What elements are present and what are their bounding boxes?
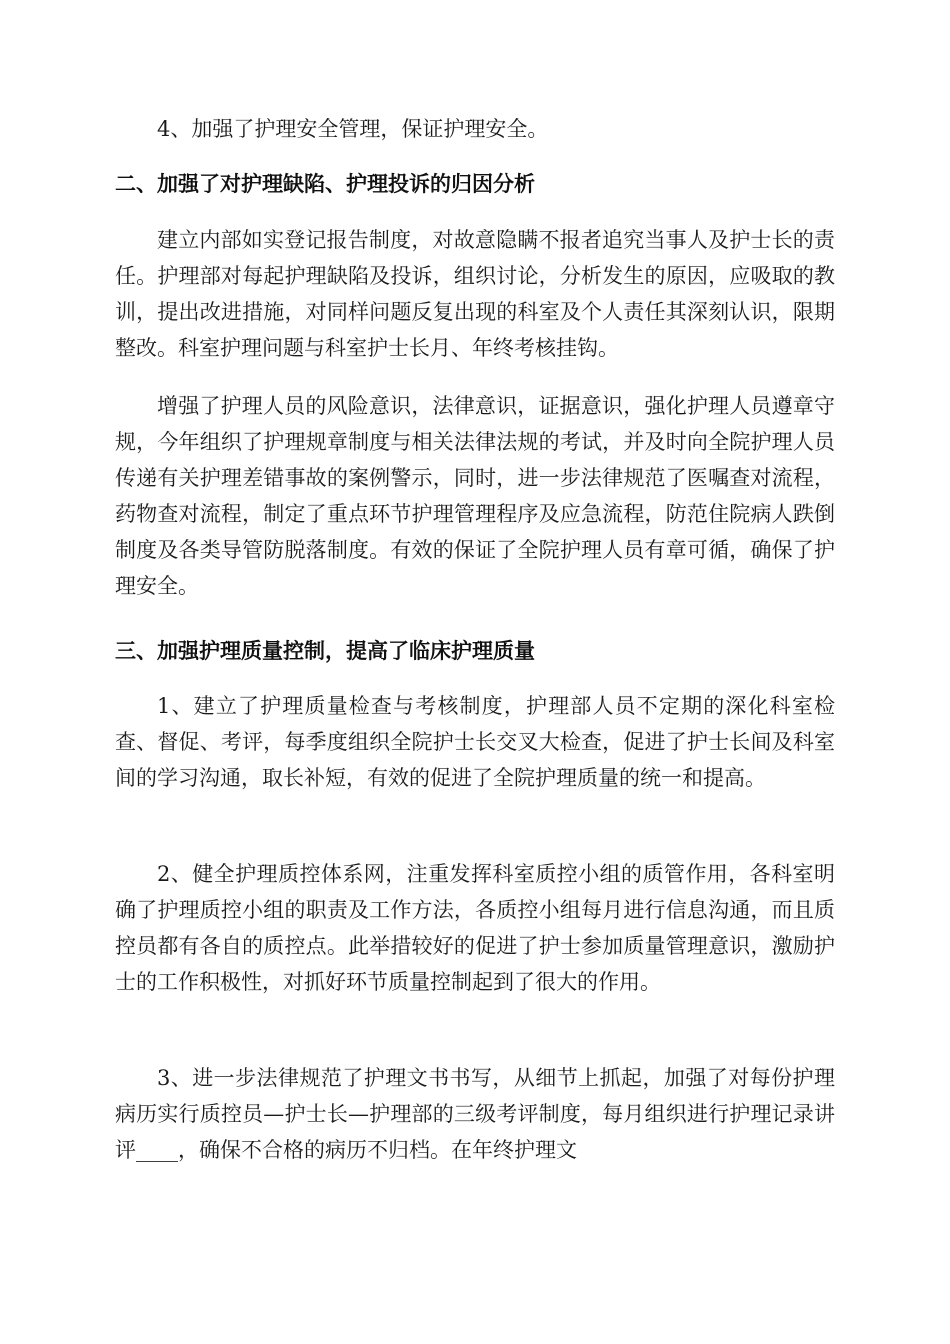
paragraph-quality-control-network: 2、健全护理质控体系网，注重发挥科室质控小组的质管作用，各科室明确了护理质控小组的职责及工作方法，各质控小组每月进行信息沟通，而且质控员都有各自的质控点。此举措较好的促进了护士参加质量管理意识，激励护士的工作积极性，对抓好环节质量控制起到了很大的作用。 (115, 862, 835, 994)
paragraph-reporting-system: 建立内部如实登记报告制度，对故意隐瞒不报者追究当事人及护士长的责任。护理部对每起护理缺陷及投诉，组织讨论，分析发生的原因，应吸取的教训，提出改进措施，对同样问题反复出现的科室及个人责任其深刻认识，限期整改。科室护理问题与科室护士长月、年终考核挂钩。 (115, 228, 835, 360)
section-heading-2: 二、加强了对护理缺陷、护理投诉的归因分析 (115, 172, 535, 196)
section-heading-3: 三、加强护理质量控制，提高了临床护理质量 (115, 639, 535, 663)
paragraph-nursing-documents: 3、进一步法律规范了护理文书书写，从细节上抓起，加强了对每份护理病历实行质控员—护士长—护理部的三级考评制度，每月组织进行护理记录讲评____，确保不合格的病历不归档。在年终护理文 (115, 1066, 835, 1162)
paragraph-risk-awareness: 增强了护理人员的风险意识，法律意识，证据意识，强化护理人员遵章守规，今年组织了护理规章制度与相关法律法规的考试，并及时向全院护理人员传递有关护理差错事故的案例警示，同时，进一步法律规范了医嘱查对流程，药物查对流程，制定了重点环节护理管理程序及应急流程，防范住院病人跌倒制度及各类导管防脱落制度。有效的保证了全院护理人员有章可循，确保了护理安全。 (115, 394, 835, 598)
paragraph-quality-inspection: 1、建立了护理质量检查与考核制度，护理部人员不定期的深化科室检查、督促、考评，每季度组织全院护士长交叉大检查，促进了护士长间及科室间的学习沟通，取长补短，有效的促进了全院护理质量的统一和提高。 (115, 694, 835, 790)
paragraph-safety-management: 4、加强了护理安全管理，保证护理安全。 (157, 117, 549, 141)
